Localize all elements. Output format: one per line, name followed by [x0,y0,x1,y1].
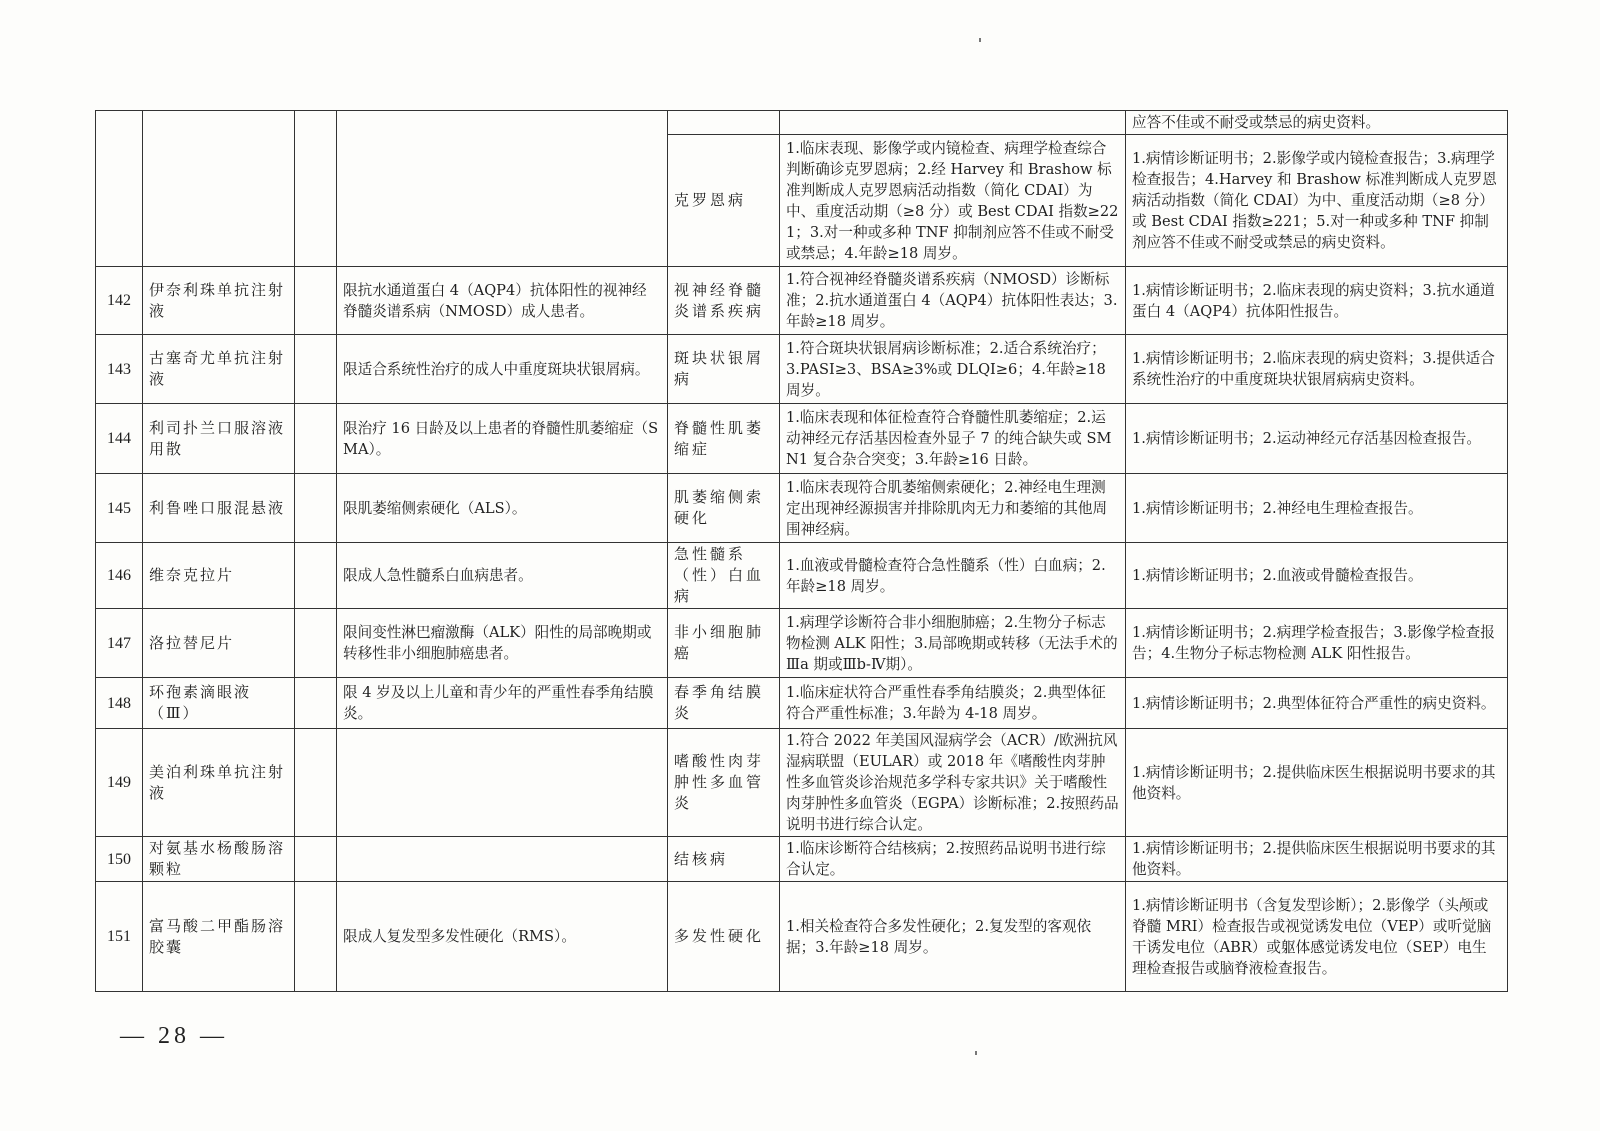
disease-name: 多发性硬化 [668,882,780,992]
criteria-text: 1.符合 2022 年美国风湿病学会（ACR）/欧洲抗风湿病联盟（EULAR）或 2018 年《嗜酸性肉芽肿性多血管炎诊治规范多学科专家共识》关于嗜酸性肉芽肿性多血管炎（EGPA）诊断标准；2.按照药品说明书进行综合认定。 [780,729,1126,837]
blank-cell [295,543,337,609]
drug-name: 维奈克拉片 [143,543,295,609]
materials-text: 1.病情诊断证明书；2.影像学或内镜检查报告；3.病理学检查报告；4.Harvey 和 Brashow 标准判断成人克罗恩病活动指数（简化 CDAI）为中、重度活动期（≥8 分）或 Best CDAI 指数≥221；5.对一种或多种 TNF 抑制剂应答不佳或不耐受或禁忌的病史资料。 [1126,135,1508,267]
blank-cell [295,267,337,335]
blank-cell [295,404,337,474]
payment-restriction [337,837,668,882]
disease-name [668,111,780,135]
disease-name: 视神经脊髓炎谱系疾病 [668,267,780,335]
table-row [96,837,1508,882]
row-number: 150 [96,837,143,882]
drug-name: 美泊利珠单抗注射液 [143,729,295,837]
row-number: 144 [96,404,143,474]
row-number: 149 [96,729,143,837]
drug-name: 古塞奇尤单抗注射液 [143,335,295,404]
materials-text: 1.病情诊断证明书；2.典型体征符合严重性的病史资料。 [1126,678,1508,729]
table-row [96,609,1508,678]
drug-name: 利司扑兰口服溶液用散 [143,404,295,474]
blank-cell [295,609,337,678]
materials-text: 1.病情诊断证明书；2.运动神经元存活基因检查报告。 [1126,404,1508,474]
scan-speck [979,38,981,42]
row-number: 145 [96,474,143,543]
disease-name: 肌萎缩侧索硬化 [668,474,780,543]
criteria-text: 1.符合斑块状银屑病诊断标准；2.适合系统治疗；3.PASI≥3、BSA≥3%或 DLQI≥6；4.年龄≥18 周岁。 [780,335,1126,404]
table-row [96,678,1508,729]
blank-cell [295,474,337,543]
disease-name: 克罗恩病 [668,135,780,267]
materials-text: 1.病情诊断证明书；2.临床表现的病史资料；3.提供适合系统性治疗的中重度斑块状银屑病病史资料。 [1126,335,1508,404]
table-row [96,111,1508,135]
payment-restriction: 限成人急性髓系白血病患者。 [337,543,668,609]
drug-name [143,111,295,267]
row-number: 147 [96,609,143,678]
criteria-text: 1.血液或骨髓检查符合急性髓系（性）白血病；2.年龄≥18 周岁。 [780,543,1126,609]
payment-restriction: 限治疗 16 日龄及以上患者的脊髓性肌萎缩症（SMA）。 [337,404,668,474]
materials-text: 1.病情诊断证明书；2.血液或骨髓检查报告。 [1126,543,1508,609]
criteria-text: 1.相关检查符合多发性硬化；2.复发型的客观依据；3.年龄≥18 周岁。 [780,882,1126,992]
table-row [96,543,1508,609]
table-row [96,729,1508,837]
payment-restriction [337,729,668,837]
disease-name: 结核病 [668,837,780,882]
drug-name: 伊奈利珠单抗注射液 [143,267,295,335]
disease-name: 斑块状银屑病 [668,335,780,404]
disease-name: 春季角结膜炎 [668,678,780,729]
drug-name: 洛拉替尼片 [143,609,295,678]
blank-cell [295,729,337,837]
table-row [96,882,1508,992]
drug-name: 环孢素滴眼液（Ⅲ） [143,678,295,729]
materials-text: 1.病情诊断证明书；2.神经电生理检查报告。 [1126,474,1508,543]
materials-text: 1.病情诊断证明书；2.提供临床医生根据说明书要求的其他资料。 [1126,837,1508,882]
drug-name: 对氨基水杨酸肠溶颗粒 [143,837,295,882]
blank-cell [295,882,337,992]
payment-restriction [337,111,668,267]
page-number: — 28 — [120,1023,228,1049]
table-row [96,404,1508,474]
blank-cell [295,678,337,729]
blank-cell [295,837,337,882]
criteria-text: 1.临床表现符合肌萎缩侧索硬化；2.神经电生理测定出现神经源损害并排除肌肉无力和萎缩的其他周围神经病。 [780,474,1126,543]
table-row [96,267,1508,335]
row-number: 143 [96,335,143,404]
blank-cell [295,335,337,404]
table-row [96,335,1508,404]
payment-restriction: 限间变性淋巴瘤激酶（ALK）阳性的局部晚期或转移性非小细胞肺癌患者。 [337,609,668,678]
row-number: 146 [96,543,143,609]
criteria-text: 1.符合视神经脊髓炎谱系疾病（NMOSD）诊断标准；2.抗水通道蛋白 4（AQP4）抗体阳性表达；3.年龄≥18 周岁。 [780,267,1126,335]
payment-restriction: 限肌萎缩侧索硬化（ALS）。 [337,474,668,543]
criteria-text: 1.临床症状符合严重性春季角结膜炎；2.典型体征符合严重性标准；3.年龄为 4-18 周岁。 [780,678,1126,729]
materials-text: 1.病情诊断证明书；2.提供临床医生根据说明书要求的其他资料。 [1126,729,1508,837]
criteria-text [780,111,1126,135]
payment-restriction: 限 4 岁及以上儿童和青少年的严重性春季角结膜炎。 [337,678,668,729]
criteria-text: 1.病理学诊断符合非小细胞肺癌；2.生物分子标志物检测 ALK 阳性；3.局部晚期或转移（无法手术的Ⅲa 期或Ⅲb-Ⅳ期）。 [780,609,1126,678]
row-number: 142 [96,267,143,335]
row-number: 151 [96,882,143,992]
payment-restriction: 限抗水通道蛋白 4（AQP4）抗体阳性的视神经脊髓炎谱系病（NMOSD）成人患者。 [337,267,668,335]
drug-name: 利鲁唑口服混悬液 [143,474,295,543]
table-row [96,474,1508,543]
materials-text: 1.病情诊断证明书（含复发型诊断）；2.影像学（头颅或脊髓 MRI）检查报告或视觉诱发电位（VEP）或听觉脑干诱发电位（ABR）或躯体感觉诱发电位（SEP）电生理检查报告或脑脊液检查报告。 [1126,882,1508,992]
drug-table [95,110,1508,992]
disease-name: 非小细胞肺癌 [668,609,780,678]
payment-restriction: 限成人复发型多发性硬化（RMS）。 [337,882,668,992]
criteria-text: 1.临床诊断符合结核病；2.按照药品说明书进行综合认定。 [780,837,1126,882]
materials-text: 1.病情诊断证明书；2.病理学检查报告；3.影像学检查报告；4.生物分子标志物检测 ALK 阳性报告。 [1126,609,1508,678]
materials-text: 1.病情诊断证明书；2.临床表现的病史资料；3.抗水通道蛋白 4（AQP4）抗体阳性报告。 [1126,267,1508,335]
disease-name: 嗜酸性肉芽肿性多血管炎 [668,729,780,837]
row-number: 148 [96,678,143,729]
criteria-text: 1.临床表现和体征检查符合脊髓性肌萎缩症；2.运动神经元存活基因检查外显子 7 的纯合缺失或 SMN1 复合杂合突变；3.年龄≥16 日龄。 [780,404,1126,474]
disease-name: 脊髓性肌萎缩症 [668,404,780,474]
row-number [96,111,143,267]
scan-speck [975,1051,977,1055]
criteria-text: 1.临床表现、影像学或内镜检查、病理学检查综合判断确诊克罗恩病；2.经 Harvey 和 Brashow 标准判断成人克罗恩病活动指数（简化 CDAI）为中、重度活动期（≥8 分）或 Best CDAI 指数≥221；3.对一种或多种 TNF 抑制剂应答不佳或不耐受或禁忌；4.年龄≥18 周岁。 [780,135,1126,267]
drug-name: 富马酸二甲酯肠溶胶囊 [143,882,295,992]
disease-name: 急性髓系（性）白血病 [668,543,780,609]
blank-cell [295,111,337,267]
payment-restriction: 限适合系统性治疗的成人中重度斑块状银屑病。 [337,335,668,404]
materials-text: 应答不佳或不耐受或禁忌的病史资料。 [1126,111,1508,135]
